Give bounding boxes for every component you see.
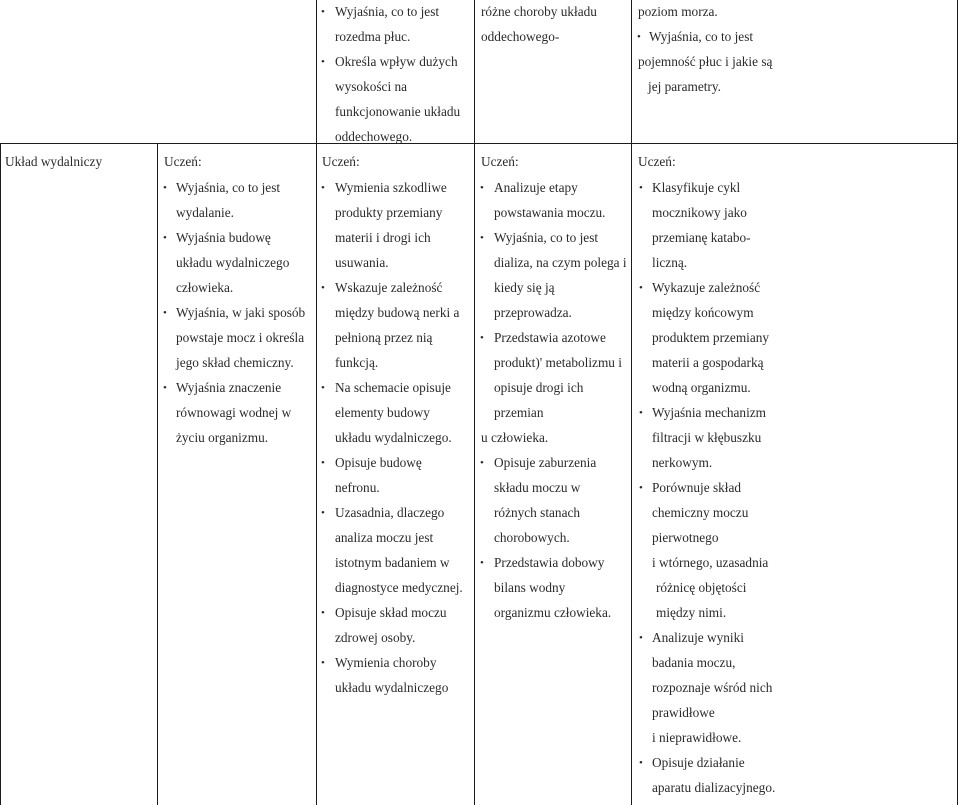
cell-line: u człowieka. bbox=[481, 430, 549, 445]
bullet-icon: • bbox=[480, 457, 484, 469]
cell-line: prawidłowe bbox=[652, 705, 715, 720]
grid-line-top-v4 bbox=[957, 0, 958, 143]
cell-line: istotnym badaniem w bbox=[335, 555, 450, 570]
cell-line: przeprowadza. bbox=[494, 305, 572, 320]
cell-line: układu wydalniczego. bbox=[335, 430, 452, 445]
cell-line: człowieka. bbox=[176, 280, 234, 295]
cell-line: badania moczu, bbox=[652, 655, 736, 670]
grid-line-v1 bbox=[157, 143, 158, 805]
cell-line: usuwania. bbox=[335, 255, 389, 270]
bullet-icon: • bbox=[639, 482, 643, 494]
cell-line: Wyjaśnia, co to jest bbox=[494, 230, 599, 245]
cell-line: życiu organizmu. bbox=[176, 430, 269, 445]
cell-line: produkt)' metabolizmu i bbox=[494, 355, 622, 370]
grid-line-right bbox=[957, 143, 958, 805]
cell-line: pojemność płuc i jakie są bbox=[638, 54, 773, 69]
bullet-icon: • bbox=[321, 56, 325, 68]
cell-line: pełnioną przez nią bbox=[335, 330, 433, 345]
cell-line: między nimi. bbox=[656, 605, 727, 620]
cell-line: oddechowego. bbox=[335, 129, 413, 144]
student-label: Uczeń: bbox=[164, 154, 202, 169]
grid-line-top-v2 bbox=[474, 0, 475, 143]
cell-line: Wymienia choroby bbox=[335, 655, 437, 670]
bullet-icon: • bbox=[321, 182, 325, 194]
cell-line: materii a gospodarką bbox=[652, 355, 764, 370]
cell-line: oddechowego- bbox=[481, 29, 560, 44]
grid-line-v4 bbox=[631, 143, 632, 805]
bullet-icon: • bbox=[163, 182, 167, 194]
cell-line: równowagi wodnej w bbox=[176, 405, 292, 420]
cell-line: diagnostyce medycznej. bbox=[335, 580, 463, 595]
cell-line: Wyjaśnia, w jaki sposób bbox=[176, 305, 306, 320]
cell-line: aparatu dializacyjnego. bbox=[652, 780, 776, 795]
cell-line: jego skład chemiczny. bbox=[176, 355, 294, 370]
cell-line: Klasyfikuje cykl bbox=[652, 180, 741, 195]
cell-line: Opisuje zaburzenia bbox=[494, 455, 597, 470]
cell-line: rozedma płuc. bbox=[335, 29, 411, 44]
bullet-icon: • bbox=[321, 607, 325, 619]
bullet-icon: • bbox=[480, 182, 484, 194]
cell-line: jej parametry. bbox=[648, 79, 721, 94]
bullet-icon: • bbox=[321, 282, 325, 294]
cell-line: opisuje drogi ich bbox=[494, 380, 584, 395]
cell-line: kiedy się ją bbox=[494, 280, 555, 295]
cell-line: Wyjaśnia, co to jest bbox=[176, 180, 281, 195]
cell-line: różnicę objętości bbox=[656, 580, 747, 595]
cell-line: powstaje mocz i określa bbox=[176, 330, 305, 345]
cell-line: Wyjaśnia, co to jest bbox=[649, 29, 754, 44]
bullet-icon: • bbox=[163, 232, 167, 244]
section-title: Układ wydalniczy bbox=[5, 154, 103, 169]
cell-line: Na schemacie opisuje bbox=[335, 380, 451, 395]
cell-line: materii i drogi ich bbox=[335, 230, 431, 245]
cell-line: Wymienia szkodliwe bbox=[335, 180, 447, 195]
bullet-icon: • bbox=[321, 657, 325, 669]
cell-line: chorobowych. bbox=[494, 530, 570, 545]
cell-line: i wtórnego, uzasadnia bbox=[652, 555, 769, 570]
cell-line: filtracji w kłębuszku bbox=[652, 430, 762, 445]
cell-line: składu moczu w bbox=[494, 480, 581, 495]
cell-line: powstawania moczu. bbox=[494, 205, 606, 220]
cell-line: Wyjaśnia budowę bbox=[176, 230, 271, 245]
grid-line-top-v3 bbox=[631, 0, 632, 143]
bullet-icon: • bbox=[639, 407, 643, 419]
cell-line: funkcjonowanie układu bbox=[335, 104, 461, 119]
cell-line: Wyjaśnia znaczenie bbox=[176, 380, 282, 395]
cell-line: przemianę katabo- bbox=[652, 230, 751, 245]
cell-line: wodną organizmu. bbox=[652, 380, 751, 395]
cell-line: rozpoznaje wśród nich bbox=[652, 680, 773, 695]
bullet-icon: • bbox=[637, 31, 641, 43]
bullet-icon: • bbox=[163, 307, 167, 319]
student-label: Uczeń: bbox=[322, 154, 360, 169]
cell-line: organizmu człowieka. bbox=[494, 605, 612, 620]
cell-line: poziom morza. bbox=[638, 4, 718, 19]
grid-line-v2 bbox=[316, 143, 317, 805]
cell-line: Wyjaśnia, co to jest bbox=[335, 4, 440, 19]
cell-line: wydalanie. bbox=[176, 205, 234, 220]
grid-line-horizontal bbox=[0, 143, 958, 144]
cell-line: Przedstawia azotowe bbox=[494, 330, 606, 345]
cell-line: Analizuje etapy bbox=[494, 180, 578, 195]
cell-line: produkty przemiany bbox=[335, 205, 443, 220]
grid-line-v3 bbox=[474, 143, 475, 805]
cell-line: Opisuje skład moczu bbox=[335, 605, 447, 620]
bullet-icon: • bbox=[639, 757, 643, 769]
bullet-icon: • bbox=[163, 382, 167, 394]
cell-line: Określa wpływ dużych bbox=[335, 54, 458, 69]
cell-line: funkcją. bbox=[335, 355, 379, 370]
cell-line: Analizuje wyniki bbox=[652, 630, 744, 645]
cell-line: bilans wodny bbox=[494, 580, 566, 595]
cell-line: nefronu. bbox=[335, 480, 380, 495]
cell-line: Wyjaśnia mechanizm bbox=[652, 405, 767, 420]
cell-line: układu wydalniczego bbox=[176, 255, 290, 270]
bullet-icon: • bbox=[639, 282, 643, 294]
cell-line: Wykazuje zależność bbox=[652, 280, 761, 295]
cell-line: różne choroby układu bbox=[481, 4, 597, 19]
cell-line: liczną. bbox=[652, 255, 688, 270]
cell-line: nerkowym. bbox=[652, 455, 713, 470]
grid-line-top-v1 bbox=[316, 0, 317, 143]
cell-line: zdrowej osoby. bbox=[335, 630, 416, 645]
bullet-icon: • bbox=[321, 382, 325, 394]
grid-line-left bbox=[0, 143, 1, 805]
cell-line: Porównuje skład bbox=[652, 480, 742, 495]
cell-line: Wskazuje zależność bbox=[335, 280, 443, 295]
cell-line: elementy budowy bbox=[335, 405, 430, 420]
bullet-icon: • bbox=[639, 182, 643, 194]
cell-line: wysokości na bbox=[335, 79, 408, 94]
cell-line: chemiczny moczu bbox=[652, 505, 749, 520]
cell-line: mocznikowy jako bbox=[652, 205, 747, 220]
cell-line: analiza moczu jest bbox=[335, 530, 434, 545]
bullet-icon: • bbox=[480, 557, 484, 569]
bullet-icon: • bbox=[480, 332, 484, 344]
cell-line: Uzasadnia, dlaczego bbox=[335, 505, 445, 520]
cell-line: Opisuje budowę bbox=[335, 455, 422, 470]
cell-line: między budową nerki a bbox=[335, 305, 460, 320]
cell-line: i nieprawidłowe. bbox=[652, 730, 742, 745]
bullet-icon: • bbox=[480, 232, 484, 244]
bullet-icon: • bbox=[321, 6, 325, 18]
student-label: Uczeń: bbox=[638, 154, 676, 169]
cell-line: układu wydalniczego bbox=[335, 680, 449, 695]
cell-line: produktem przemiany bbox=[652, 330, 770, 345]
cell-line: przemian bbox=[494, 405, 544, 420]
cell-line: różnych stanach bbox=[494, 505, 581, 520]
bullet-icon: • bbox=[639, 632, 643, 644]
cell-line: Opisuje działanie bbox=[652, 755, 745, 770]
bullet-icon: • bbox=[321, 457, 325, 469]
cell-line: dializa, na czym polega i bbox=[494, 255, 627, 270]
student-label: Uczeń: bbox=[481, 154, 519, 169]
cell-line: pierwotnego bbox=[652, 530, 719, 545]
cell-line: Przedstawia dobowy bbox=[494, 555, 605, 570]
bullet-icon: • bbox=[321, 507, 325, 519]
cell-line: między końcowym bbox=[652, 305, 754, 320]
